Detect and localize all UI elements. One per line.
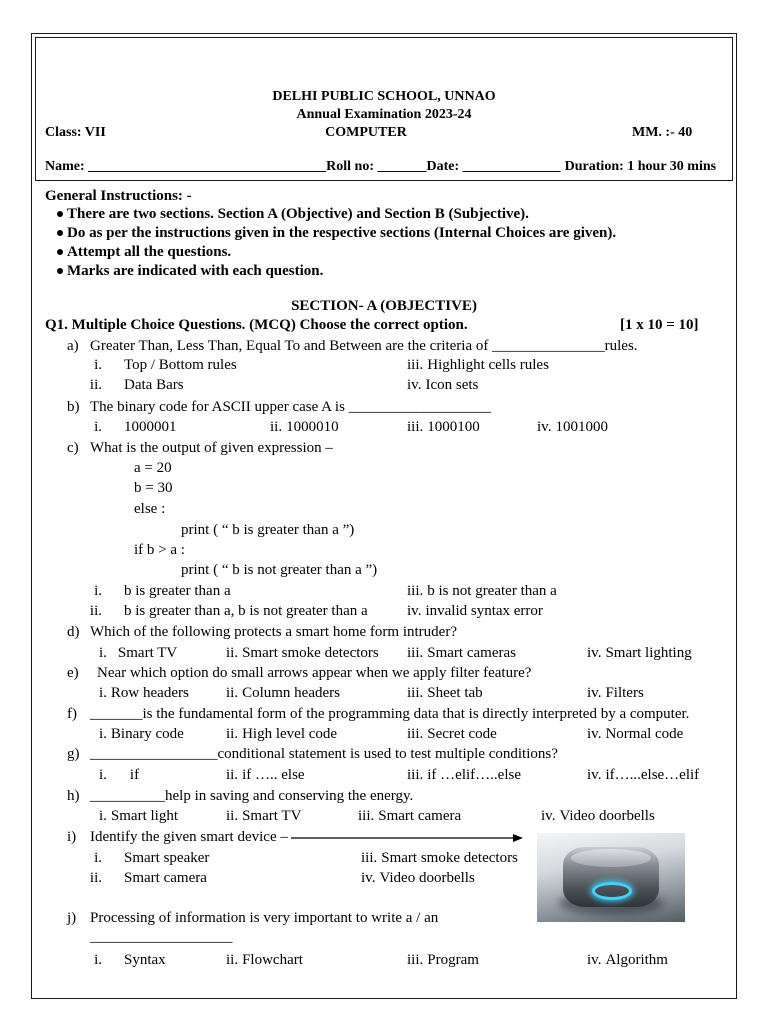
option-iv bbox=[587, 725, 683, 743]
option-numeral: ii. bbox=[89, 870, 102, 886]
instruction-item: Do as per the instructions given in the respective sections (Internal Choices are given). bbox=[67, 225, 617, 241]
subject-title: COMPUTER bbox=[325, 125, 407, 140]
q1-marks: [1 x 10 = 10] bbox=[620, 317, 699, 333]
option-ii bbox=[226, 684, 340, 702]
option-numeral: i. bbox=[99, 685, 107, 701]
option-i bbox=[80, 849, 209, 867]
option-text: Video doorbells bbox=[379, 870, 475, 886]
option-iii bbox=[407, 418, 480, 436]
option-text: Secret code bbox=[427, 726, 497, 742]
device-light-ring bbox=[592, 882, 632, 900]
roll-no-blank: _______ bbox=[377, 159, 427, 174]
option-text: Video doorbells bbox=[559, 808, 655, 824]
name-blank: __________________________________ bbox=[88, 159, 327, 174]
option-ii bbox=[80, 376, 184, 394]
option-text: Smart camera bbox=[124, 870, 207, 886]
option-numeral: ii. bbox=[226, 767, 239, 783]
option-text: Smart cameras bbox=[427, 645, 516, 661]
option-text: Row headers bbox=[110, 685, 189, 701]
code-line: else : bbox=[134, 501, 166, 517]
question-letter: h) bbox=[67, 788, 80, 804]
option-numeral: iii. bbox=[407, 685, 424, 701]
code-line: print ( “ b is not greater than a ”) bbox=[181, 562, 378, 578]
option-numeral: i. bbox=[94, 357, 102, 373]
option-text: Filters bbox=[605, 685, 644, 701]
instruction-item: Marks are indicated with each question. bbox=[67, 263, 324, 279]
option-ii bbox=[226, 807, 301, 825]
option-numeral: i. bbox=[94, 952, 102, 968]
question-text: Greater Than, Less Than, Equal To and Between are the criteria of _______________rules. bbox=[90, 338, 638, 354]
question-letter: d) bbox=[67, 624, 80, 640]
date-blank: ______________ bbox=[462, 159, 561, 174]
exam-title: Annual Examination 2023-24 bbox=[296, 107, 472, 122]
option-text: Syntax bbox=[124, 952, 166, 968]
option-iv bbox=[361, 869, 475, 887]
option-text: Data Bars bbox=[124, 377, 184, 393]
option-text: High level code bbox=[242, 726, 338, 742]
option-i bbox=[99, 766, 139, 784]
option-text: invalid syntax error bbox=[425, 603, 543, 619]
bullet-icon bbox=[57, 211, 63, 217]
option-numeral: iii. bbox=[407, 645, 424, 661]
option-numeral: iv. bbox=[361, 870, 376, 886]
school-name: DELHI PUBLIC SCHOOL, UNNAO bbox=[272, 89, 496, 104]
option-ii bbox=[270, 418, 339, 436]
option-numeral: i. bbox=[94, 850, 102, 866]
question-text: What is the output of given expression – bbox=[90, 440, 333, 456]
option-numeral: ii. bbox=[89, 377, 102, 393]
option-numeral: ii. bbox=[226, 645, 239, 661]
option-iii bbox=[407, 684, 483, 702]
option-text: if …elif…..else bbox=[427, 767, 521, 783]
option-text: Top / Bottom rules bbox=[124, 357, 237, 373]
option-text: Program bbox=[427, 952, 479, 968]
option-numeral: iii. bbox=[407, 583, 424, 599]
option-iv bbox=[407, 376, 478, 394]
option-numeral: i. bbox=[99, 726, 107, 742]
option-text: Smart light bbox=[110, 808, 179, 824]
option-text: Highlight cells rules bbox=[427, 357, 549, 373]
question-text: The binary code for ASCII upper case A is ___________________ bbox=[90, 399, 492, 415]
option-text: b is greater than a, b is not greater than a bbox=[124, 603, 368, 619]
option-text: Flowchart bbox=[242, 952, 303, 968]
option-numeral: iii. bbox=[407, 726, 424, 742]
option-iii bbox=[407, 725, 497, 743]
option-ii bbox=[80, 869, 207, 887]
question-letter: i) bbox=[67, 829, 77, 845]
q1-title: Q1. Multiple Choice Questions. (MCQ) Choose the correct option. bbox=[45, 317, 468, 333]
smart-device-photo bbox=[537, 833, 685, 922]
option-text: if bbox=[129, 767, 140, 783]
option-text: Column headers bbox=[242, 685, 340, 701]
option-numeral: ii. bbox=[226, 726, 239, 742]
option-numeral: iv. bbox=[407, 603, 422, 619]
option-text: Algorithm bbox=[605, 952, 668, 968]
option-numeral: iv. bbox=[587, 685, 602, 701]
option-numeral: iv. bbox=[587, 726, 602, 742]
option-numeral: iv. bbox=[407, 377, 422, 393]
option-text: 1001000 bbox=[555, 419, 608, 435]
option-ii bbox=[226, 951, 303, 969]
option-numeral: iv. bbox=[537, 419, 552, 435]
option-iii bbox=[361, 849, 518, 867]
option-i bbox=[99, 725, 184, 743]
option-numeral: iii. bbox=[407, 767, 424, 783]
option-i bbox=[80, 582, 231, 600]
option-iv bbox=[407, 602, 543, 620]
option-numeral: iii. bbox=[361, 850, 378, 866]
question-letter: f) bbox=[67, 706, 77, 722]
option-numeral: i. bbox=[99, 645, 107, 661]
option-text: b is not greater than a bbox=[427, 583, 557, 599]
option-ii bbox=[80, 602, 368, 620]
option-numeral: ii. bbox=[226, 685, 239, 701]
option-numeral: iv. bbox=[587, 645, 602, 661]
option-numeral: iii. bbox=[407, 952, 424, 968]
bullet-icon bbox=[57, 249, 63, 255]
option-text: Smart camera bbox=[378, 808, 462, 824]
class-label: Class: VII bbox=[45, 125, 106, 140]
question-letter: j) bbox=[67, 910, 77, 926]
option-text: Sheet tab bbox=[427, 685, 483, 701]
date-label: Date: bbox=[426, 159, 463, 174]
question-text: Which of the following protects a smart home form intruder? bbox=[90, 624, 457, 640]
code-line: a = 20 bbox=[134, 460, 172, 476]
option-text: if ….. else bbox=[242, 767, 305, 783]
option-ii bbox=[226, 644, 379, 662]
option-text: Smart TV bbox=[242, 808, 302, 824]
option-numeral: iv. bbox=[587, 952, 602, 968]
device-top-highlight bbox=[571, 849, 651, 867]
bullet-icon bbox=[57, 230, 63, 236]
option-numeral: iii. bbox=[358, 808, 375, 824]
option-text: Smart speaker bbox=[124, 850, 210, 866]
option-numeral: iv. bbox=[587, 767, 602, 783]
bullet-icon bbox=[57, 268, 63, 274]
option-iii bbox=[407, 951, 479, 969]
option-numeral: i. bbox=[94, 419, 102, 435]
option-numeral: ii. bbox=[270, 419, 283, 435]
question-text: Processing of information is very important to write a / an bbox=[90, 910, 439, 926]
option-ii bbox=[226, 725, 337, 743]
option-text: Smart TV bbox=[117, 645, 178, 661]
question-text: Identify the given smart device – bbox=[90, 829, 288, 845]
option-i bbox=[80, 951, 166, 969]
option-iv bbox=[587, 766, 699, 784]
question-text: __________help in saving and conserving the energy. bbox=[90, 788, 414, 804]
option-ii bbox=[226, 766, 305, 784]
option-iv bbox=[537, 418, 608, 436]
question-text: _______is the fundamental form of the programming data that is directly interpreted by a computer. bbox=[90, 706, 690, 722]
question-letter: b) bbox=[67, 399, 80, 415]
option-numeral: ii. bbox=[226, 808, 239, 824]
section-a-title: SECTION- A (OBJECTIVE) bbox=[291, 298, 477, 314]
question-text: Near which option do small arrows appear when we apply filter feature? bbox=[97, 665, 532, 681]
question-letter: e) bbox=[67, 665, 79, 681]
question-text: _________________conditional statement is used to test multiple conditions? bbox=[90, 746, 558, 762]
duration-label: Duration: 1 hour 30 mins bbox=[564, 159, 717, 174]
option-text: Smart lighting bbox=[605, 645, 692, 661]
option-iv bbox=[587, 684, 644, 702]
instructions-title: General Instructions: - bbox=[45, 188, 192, 204]
option-i bbox=[80, 418, 177, 436]
option-i bbox=[80, 356, 237, 374]
instruction-item: Attempt all the questions. bbox=[67, 244, 232, 260]
option-iii bbox=[407, 644, 516, 662]
max-marks: MM. :- 40 bbox=[632, 125, 693, 140]
code-line: print ( “ b is greater than a ”) bbox=[181, 522, 355, 538]
option-iv bbox=[541, 807, 655, 825]
code-line: if b > a : bbox=[134, 542, 185, 558]
option-iii bbox=[407, 582, 557, 600]
option-i bbox=[99, 807, 178, 825]
option-numeral: ii. bbox=[226, 952, 239, 968]
option-numeral: i. bbox=[94, 583, 102, 599]
roll-no-label: Roll no: bbox=[326, 159, 378, 174]
option-text: 1000010 bbox=[286, 419, 339, 435]
option-numeral: ii. bbox=[89, 603, 102, 619]
option-text: b is greater than a bbox=[124, 583, 231, 599]
option-iii bbox=[358, 807, 461, 825]
option-numeral: iii. bbox=[407, 357, 424, 373]
option-text: Smart smoke detectors bbox=[242, 645, 379, 661]
question-letter: c) bbox=[67, 440, 79, 456]
answer-blank: ___________________ bbox=[90, 929, 233, 945]
option-text: 1000001 bbox=[124, 419, 177, 435]
option-text: if…...else…elif bbox=[605, 767, 700, 783]
option-i bbox=[99, 644, 177, 662]
option-text: Smart smoke detectors bbox=[381, 850, 518, 866]
option-iii bbox=[407, 356, 549, 374]
name-label: Name: bbox=[45, 159, 89, 174]
code-line: b = 30 bbox=[134, 480, 173, 496]
student-details-row bbox=[45, 159, 716, 175]
option-text: Icon sets bbox=[425, 377, 479, 393]
option-numeral: i. bbox=[99, 767, 107, 783]
option-iii bbox=[407, 766, 521, 784]
option-text: 1000100 bbox=[427, 419, 480, 435]
arrow-right-icon bbox=[291, 832, 523, 844]
option-numeral: i. bbox=[99, 808, 107, 824]
option-text: Normal code bbox=[605, 726, 684, 742]
option-iv bbox=[587, 951, 668, 969]
option-text: Binary code bbox=[110, 726, 184, 742]
question-letter: a) bbox=[67, 338, 79, 354]
question-letter: g) bbox=[67, 746, 80, 762]
option-i bbox=[99, 684, 189, 702]
option-numeral: iv. bbox=[541, 808, 556, 824]
option-iv bbox=[587, 644, 692, 662]
option-numeral: iii. bbox=[407, 419, 424, 435]
instruction-item: There are two sections. Section A (Objective) and Section B (Subjective). bbox=[67, 206, 529, 222]
